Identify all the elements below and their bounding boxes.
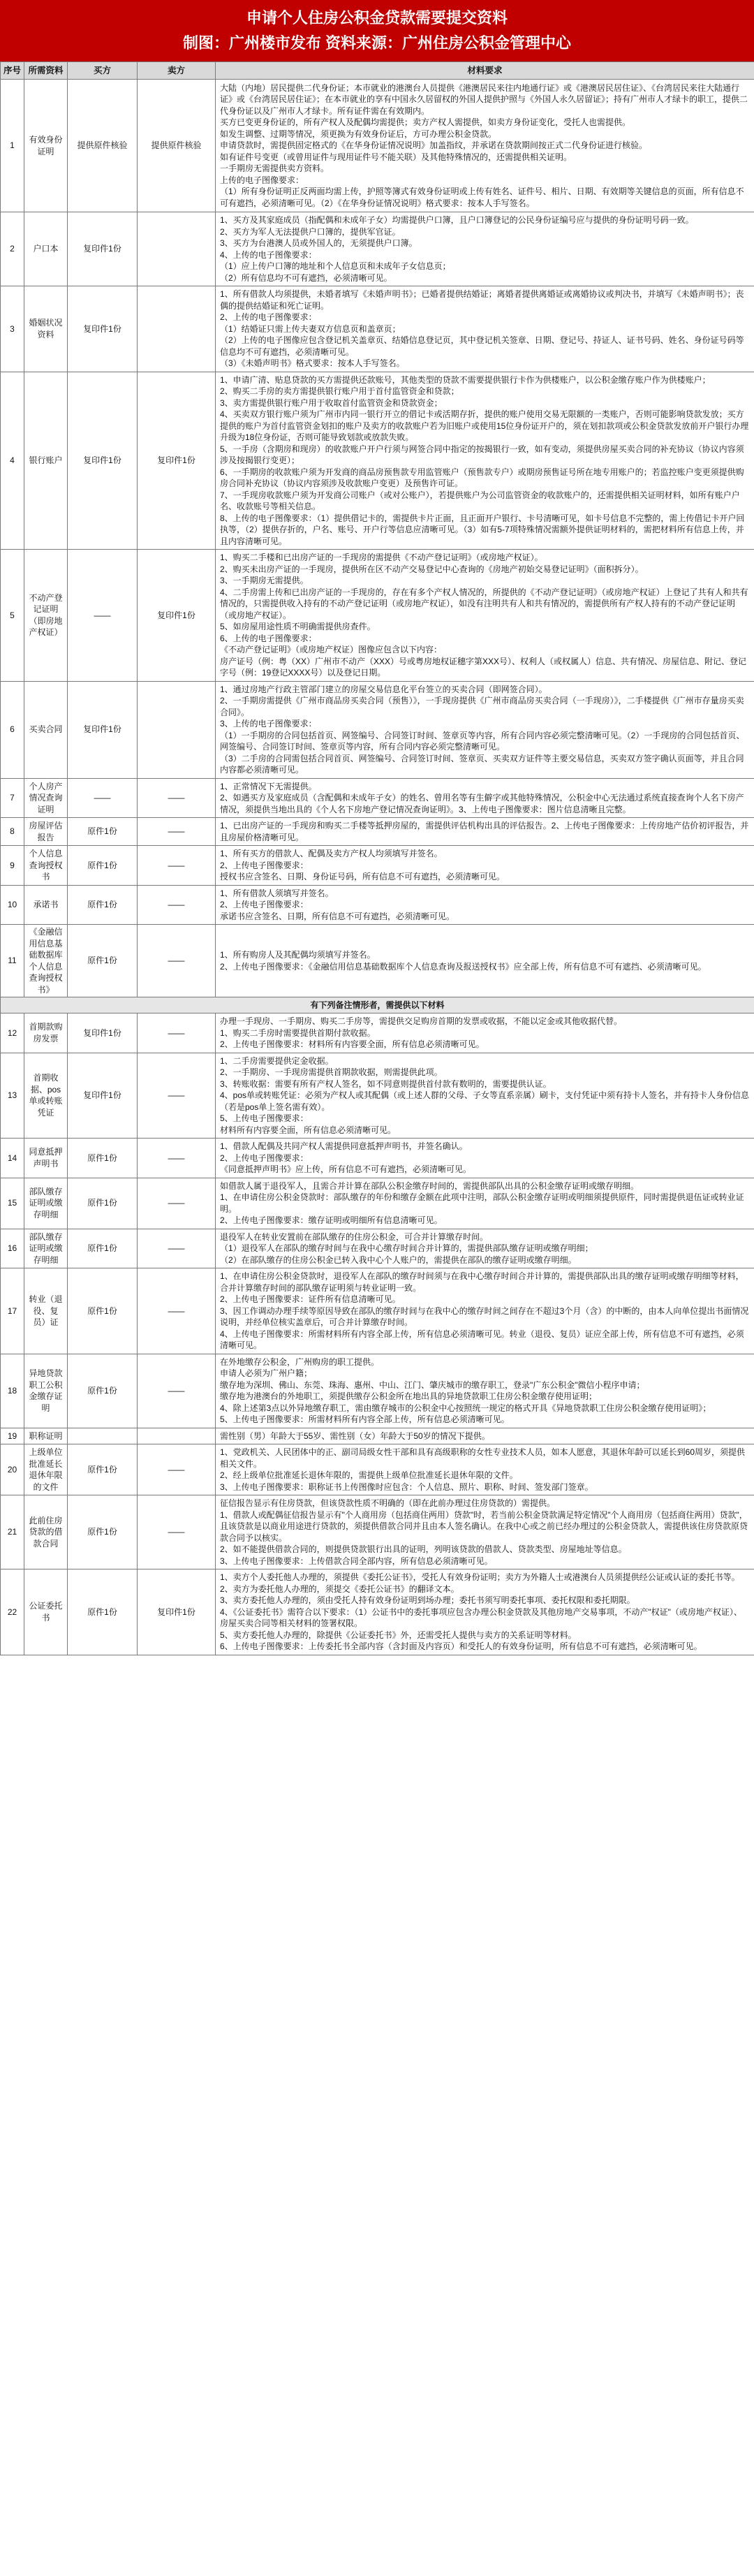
table-row (1, 286, 754, 372)
requirement-line: 大陆（内地）居民提供二代身份证；本市就业的港澳台人员提供《港澳居民来往内地通行证》或《港澳居民居住证》、《台湾居民来往大陆通行证》或《台湾居民居住证》；在本市就业的享有中国永久居留权的外国人提供护照与《外国人永久居留证》；持有广州市人才绿卡的职工，提供二代身份证以及广州市人才绿卡。所有证件需在有效期内。 (220, 82, 748, 116)
row-number: 13 (1, 1053, 24, 1139)
table-row (1, 1495, 754, 1569)
material-name: 部队缴存证明或缴存明细 (24, 1178, 68, 1229)
requirement-line: 缴存地为深圳、佛山、东莞、珠海、惠州、中山、江门、肇庆城市的缴存职工，登录"广东公积金"微信小程序申请； (220, 1380, 645, 1390)
requirement-line: 2、上传电子图像要求： (220, 860, 309, 870)
buyer-requirement: 原件1份 (68, 846, 138, 886)
table-row (1, 1268, 754, 1354)
material-name: 上级单位批准延长退休年限的文件 (24, 1444, 68, 1495)
buyer-requirement: 原件1份 (68, 818, 138, 846)
material-requirements (216, 885, 754, 925)
buyer-requirement: 原件1份 (68, 1178, 138, 1229)
requirement-line: 6、上传电子图像要求：上传委托书全部内容（含封面及内容页）和受托人的有效身份证明，所有信息不可有遮挡，必须清晰可见。 (220, 1641, 702, 1651)
requirement-line: （3）《未婚声明书》格式要求：按本人手写签名。 (220, 358, 405, 368)
seller-requirement: —— (138, 846, 216, 886)
material-requirements (216, 1354, 754, 1428)
table-row (1, 1354, 754, 1428)
row-number: 3 (1, 286, 24, 372)
table-row (1, 372, 754, 550)
table-row (1, 1229, 754, 1268)
requirement-line: 5、上传电子图像要求：所需材料所有内容全部上传，所有信息必须清晰可见。 (220, 1414, 510, 1424)
row-number: 8 (1, 818, 24, 846)
requirement-line: （2）在部队缴存的住房公积金已转入我中心个人账户的，需提供在部队的缴存证明或缴存明细。 (220, 1254, 577, 1265)
requirement-line: 2、一手期房、一手现房需提供首期款收据，则需提供此项。 (220, 1067, 443, 1077)
row-number: 19 (1, 1428, 24, 1444)
material-name: 婚姻状况资料 (24, 286, 68, 372)
requirement-line: 如发生调整、过期等情况，须更换为有效身份证后，方可办理公积金贷款。 (220, 129, 497, 139)
requirement-line: 4、买卖双方银行账户须为广州市内同一银行开立的借记卡或活期存折，提供的账户使用交易无限额的一类账户，否则可能影响贷款发放；买方提供的账户为首付监管资金划扣的账户及卖方的收款账户若为旧账户或使用15位身份证开户的，须在划扣款项或公积金贷款发放前开户银行办理升级为18位身份证，否则可能导致划款或放款失败。 (220, 409, 749, 442)
seller-requirement: 复印件1份 (138, 550, 216, 682)
requirement-line: 需性别（男）年龄大于55岁、需性别（女）年龄大于50岁的情况下提供。 (220, 1430, 490, 1441)
row-number: 5 (1, 550, 24, 682)
row-number: 10 (1, 885, 24, 925)
requirement-line: 4、二手房需上传和已出房产证的一手现房的，存在有多个产权人情况的，所提供的《不动产登记证明》（或房地产权证）上登记了共有人和共有情况的，只需提供收入持有的不动产登记证明（或房地产权证），如没有注明共有人和共有情况的，需提供所有产权人持有的不动产登记证明（或房地产权证）。 (220, 587, 748, 620)
requirement-line: 申请人必须为广州户籍； (220, 1368, 313, 1378)
buyer-requirement: 复印件1份 (68, 212, 138, 286)
material-name: 银行账户 (24, 372, 68, 550)
section-note: 有下列备注情形者，需提供以下材料 (1, 997, 754, 1013)
requirement-line: 2、购买未出房产证的一手现房，提供所在区不动产交易登记中心查询的《房地产初始交易登记证明》（面积拆分）。 (220, 564, 644, 574)
material-name: 此前住房贷款的借款合同 (24, 1495, 68, 1569)
material-name: 首期收据、pos单或转账凭证 (24, 1053, 68, 1139)
material-requirements (216, 1229, 754, 1268)
row-number: 18 (1, 1354, 24, 1428)
buyer-requirement: 原件1份 (68, 1268, 138, 1354)
material-requirements (216, 372, 754, 550)
seller-requirement (138, 286, 216, 372)
table-row (1, 818, 754, 846)
table-row (1, 212, 754, 286)
requirement-line: 5、如房屋用途性质不明确需提供房查件。 (220, 622, 376, 631)
requirement-line: 8、上传的电子图像要求：（1）提供借记卡的，需提供卡片正面，且正面开户银行、卡号清晰可见，如卡号信息不完整的，需上传借记卡开户回执等，（2）提供存折的，户名、账号、开户行等信息应清晰可见。（3）如有5-7项特殊情况需额外提供证明材料的，需把材料所有信息上传，并且内容清晰可见。 (220, 513, 745, 546)
seller-requirement: —— (138, 778, 216, 818)
table-row (1, 80, 754, 212)
buyer-requirement: 复印件1份 (68, 681, 138, 778)
seller-requirement: —— (138, 925, 216, 997)
material-requirements (216, 1444, 754, 1495)
material-name: 职称证明 (24, 1428, 68, 1444)
requirement-line: （3）二手房的合同需包括合同首页、网签编号、合同签订时间、签章页、买卖双方证件等主要交易信息，买卖双方签字确认页面等，并且合同内容都必须清晰可见。 (220, 753, 744, 775)
page-subtitle: 制图：广州楼市发布 资料来源：广州住房公积金管理中心 (182, 34, 572, 52)
requirement-line: 2、卖方为委托他人办理的，须提交《委托公证书》的翻译文本。 (220, 1583, 459, 1594)
material-requirements (216, 846, 754, 886)
buyer-requirement: 复印件1份 (68, 372, 138, 550)
buyer-requirement: 原件1份 (68, 1229, 138, 1268)
material-name: 有效身份证明 (24, 80, 68, 212)
requirement-line: （2）所有信息均不可有遮挡，必须清晰可见。 (220, 272, 392, 283)
requirement-line: 办理一手现房、一手期房、购买二手房等，需提供交足购房首期的发票或收据，不能以定金或其他收据代替。 (220, 1016, 623, 1026)
requirement-line: 3、上传电子图像要求：职称证书上传图像时应包含：个人信息、照片、职称、时间、签发部门签章。 (220, 1481, 593, 1492)
seller-requirement: —— (138, 1268, 216, 1354)
requirement-line: 2、上传电子图像要求：缴存证明或明细所有信息清晰可见。 (220, 1215, 443, 1225)
requirement-line: 1、申请广清、贴息贷款的买方需提供还款账号，其他类型的贷款不需要提供银行卡作为供楼账户，以公积金缴存账户作为供楼账户； (220, 374, 711, 385)
material-name: 个人信息查询授权书 (24, 846, 68, 886)
material-requirements (216, 925, 754, 997)
buyer-requirement (68, 1428, 138, 1444)
requirement-line: 3、上传电子图像要求：上传借款合同全部内容，所有信息必须清晰可见。 (220, 1556, 493, 1566)
col-header-requirements: 材料要求 (216, 62, 754, 80)
requirement-line: 1、正常情况下无需提供。 (220, 781, 317, 791)
requirement-line: 征信报告显示有住房贷款，但该贷款性质不明确的（即在此前办理过住房贷款的）需提供。 (220, 1498, 556, 1508)
requirement-line: 4、pos单或转账凭证：必须为产权人或其配偶（或上述人群的父母、子女等直系亲属）刷卡，支付凭证中须有持卡人签名，并有持卡人身份信息（若是pos单上签名需有效）。 (220, 1090, 750, 1112)
requirement-line: 3、转账收据：需要有所有产权人签名，如不同意则提供首付款有数明的，需要提供认证。 (220, 1078, 552, 1089)
requirement-line: 2、如不能提供借款合同的，则提供贷款银行出具的证明，列明该贷款的借款人、贷款类型、房屋地址等信息。 (220, 1544, 627, 1554)
requirement-line: （1）一手期房的合同包括首页、网签编号、合同签订时间、签章页等内容，所有合同内容必须完整清晰可见。（2）一手现房的合同包括首页、网签编号、合同签订时间、签章页等内容，所有合同内容必须完整清晰可见。 (220, 730, 745, 752)
requirement-line: 1、在申请住房公积金贷款时：部队缴存的年份和缴存金额在此项中注明，部队公积金缴存证明或明细须提供原件，同时需提供退伍证或转业证明。 (220, 1192, 744, 1214)
requirement-line: 缴存地为港澳台的外地职工，须提供缴存公积金所在地出具的异地贷款职工住房公积金缴存使用证明； (220, 1391, 598, 1401)
requirement-line: 2、上传电子图像要求：证件所有信息清晰可见。 (220, 1294, 401, 1304)
material-requirements (216, 1053, 754, 1139)
seller-requirement: —— (138, 1354, 216, 1428)
seller-requirement: 复印件1份 (138, 372, 216, 550)
row-number: 7 (1, 778, 24, 818)
buyer-requirement: 原件1份 (68, 1139, 138, 1178)
requirement-line: 2、上传电子图像要求： (220, 1152, 309, 1163)
buyer-requirement: 复印件1份 (68, 286, 138, 372)
section-note-row (1, 997, 754, 1013)
requirement-line: 3、卖方委托他人办理的，须由受托人持有效身份证明到场办理；委托书须写明委托事项、委托权限和委托期限。 (220, 1595, 635, 1605)
requirement-line: 1、所有购房人及其配偶均须填写并签名。 (220, 950, 376, 960)
material-requirements (216, 286, 754, 372)
requirement-line: 上传的电子图像要求： (220, 175, 304, 185)
buyer-requirement: 提供原件核验 (68, 80, 138, 212)
requirement-line: 1、买方及其家庭成员（指配偶和未成年子女）均需提供户口簿，且户口簿登记的公民身份证编号应与提供的身份证明号码一致。 (220, 215, 694, 225)
row-number: 21 (1, 1495, 24, 1569)
table-row (1, 681, 754, 778)
row-number: 4 (1, 372, 24, 550)
requirement-line: 5、一手房（含期房和现房）的收款账户开户行须与网签合同中指定的按揭银行一致，如有变动，须提供房屋买卖合同的补充协议（协议内容须涉及按揭银行变更）； (220, 444, 744, 465)
requirement-line: 2、经上级单位批准延长退休年限的，需提供上级单位批准延长退休年限的文件。 (220, 1470, 518, 1480)
material-requirements (216, 1013, 754, 1053)
material-requirements (216, 681, 754, 778)
material-requirements (216, 778, 754, 818)
requirement-line: 4、除上述第3点以外异地缴存职工，需由缴存城市的公积金中心按照统一规定的格式开具《异地贷款职工住房公积金缴存使用证明》； (220, 1403, 711, 1413)
table-body (1, 80, 754, 1655)
requirement-line: 1、二手房需要提供定金收据。 (220, 1055, 334, 1066)
table-row (1, 1444, 754, 1495)
seller-requirement: —— (138, 1139, 216, 1178)
requirement-line: （1）应上传户口簿的地址和个人信息页和未成年子女信息页； (220, 261, 451, 271)
table-row (1, 1178, 754, 1229)
material-name: 买卖合同 (24, 681, 68, 778)
requirement-line: 1、购买二手楼和已出房产证的一手现房的需提供《不动产登记证明》（或房地产权证）。 (220, 552, 543, 562)
col-header-material: 所需资料 (24, 62, 68, 80)
requirement-line: 7、一手现房收款账户须为开发商公司账户（或对公账户），若提供账户为公司监管资金的收款账户的，还需提供相关证明材料，如所有账户户名、收款账号等相关信息。 (220, 490, 740, 511)
material-requirements (216, 818, 754, 846)
material-name: 个人房产情况查询证明 (24, 778, 68, 818)
buyer-requirement: 复印件1份 (68, 1013, 138, 1053)
requirements-table (0, 61, 754, 1655)
material-name: 异地贷款职工公积金缴存证明 (24, 1354, 68, 1428)
table-row (1, 846, 754, 886)
requirement-line: 5、卖方委托他人办理的，除提供《公证委托书》外，还需受托人提供与卖方的关系证明等材料。 (220, 1630, 577, 1640)
requirement-line: （1）所有身份证明正反两面均需上传，护照等簿式有效身份证明或上传有姓名、证件号、相片、日期、有效期等关键信息的页面，所有信息不可有遮挡，必须清晰可见。（2）《在华身份证情况说明》格式要求：按本人手写签名。 (220, 186, 744, 208)
material-name: 房屋评估报告 (24, 818, 68, 846)
row-number: 20 (1, 1444, 24, 1495)
requirement-line: 申请贷款时，需提供固定格式的《在华身份证情况说明》加盖指纹，并承诺在贷款期间按正式二代身份证进行核验。 (220, 140, 648, 151)
requirement-line: 4、上传的电子图像要求： (220, 249, 317, 260)
seller-requirement: —— (138, 1053, 216, 1139)
requirement-line: 3、买方为台港澳人员或外国人的，无须提供户口簿。 (220, 238, 417, 248)
table-row (1, 778, 754, 818)
material-name: 部队缴存证明或缴存明细 (24, 1229, 68, 1268)
seller-requirement: —— (138, 1178, 216, 1229)
page-title: 申请个人住房公积金贷款需要提交资料 (246, 9, 508, 27)
requirement-line: 房产证号（例：粤（XX）广州市不动产（XXX）号或粤房地权证穗字第XXX号）、权利人（或权属人）信息、共有情况、房屋信息、附记、登记字号（例：19登记XXXX号）以及登记日期。 (220, 656, 747, 678)
seller-requirement: —— (138, 885, 216, 925)
buyer-requirement: —— (68, 550, 138, 682)
requirement-line: 1、卖方个人委托他人办理的，须提供《委托公证书》，受托人有效身份证明；卖方为外籍人士或港澳台人员须提供经公证或认证的委托书等。 (220, 1572, 740, 1582)
requirement-line: 1、在申请住房公积金贷款时，退役军人在部队的缴存时间须与在我中心缴存时间合并计算的，需提供部队出具的缴存证明或缴存明细等材料，合并计算缴存时间的部队缴存证明须与转业证明一致。 (220, 1271, 744, 1293)
requirement-line: 3、一手期房无需提供。 (220, 576, 309, 585)
seller-requirement: 提供原件核验 (138, 80, 216, 212)
requirement-line: 2、上传电子图像要求：《金融信用信息基础数据库个人信息查询及报送授权书》应全部上传，所有信息不可有遮挡、必须清晰可见。 (220, 961, 707, 972)
row-number: 1 (1, 80, 24, 212)
col-header-no: 序号 (1, 62, 24, 80)
requirement-line: 2、如遇买方及家庭成员（含配偶和未成年子女）的姓名、曾用名等有生僻字或其他特殊情况，公积金中心无法通过系统直接查询个人名下房产情况，须提供当地出具的《个人名下房地产登记情况查询证明》。3、上传电子图像要求：图片信息清晰且完整。 (220, 793, 744, 814)
requirement-line: 如有证件号变更（或曾用证件与现用证件号不能关联）及其他特殊情况的，还需提供相关证明。 (220, 152, 572, 162)
buyer-requirement: 原件1份 (68, 1444, 138, 1495)
requirement-line: 4、《公证委托书》需符合以下要求：（1）公证书中的委托事项应包含办理公积金贷款及其他房地产交易事项，不动产"权证"（或房地产权证）、房屋买卖合同等相关材料的签署权限。 (220, 1607, 742, 1628)
table-row (1, 885, 754, 925)
row-number: 15 (1, 1178, 24, 1229)
material-requirements (216, 1139, 754, 1178)
row-number: 9 (1, 846, 24, 886)
buyer-requirement: —— (68, 778, 138, 818)
material-requirements (216, 1178, 754, 1229)
requirement-line: 5、上传电子图像要求： (220, 1113, 309, 1123)
row-number: 17 (1, 1268, 24, 1354)
requirement-line: 6、上传的电子图像要求： (220, 633, 317, 643)
requirement-line: 2、上传的电子图像要求： (220, 312, 317, 322)
table-row (1, 1428, 754, 1444)
requirement-line: 1、所有借款人须填写并签名。 (220, 888, 334, 898)
row-number: 22 (1, 1569, 24, 1655)
material-requirements (216, 80, 754, 212)
seller-requirement (138, 1428, 216, 1444)
buyer-requirement: 原件1份 (68, 1569, 138, 1655)
table-row (1, 1569, 754, 1655)
buyer-requirement: 复印件1份 (68, 1053, 138, 1139)
row-number: 11 (1, 925, 24, 997)
table-row (1, 925, 754, 997)
requirement-line: 《同意抵押声明书》应上传，所有信息不可有遮挡，必须清晰可见。 (220, 1164, 472, 1174)
table-header-row (1, 62, 754, 80)
material-requirements (216, 1428, 754, 1444)
requirement-line: 1、所有买方的借款人、配偶及卖方产权人均须填写并签名。 (220, 849, 443, 858)
material-requirements (216, 212, 754, 286)
requirement-line: 1、所有借款人均须提供，未婚者填写《未婚声明书》；已婚者提供结婚证；离婚者提供离婚证或离婚协议或判决书，并填写《未婚声明书》；丧偶的提供结婚证和死亡证明。 (220, 289, 744, 311)
requirement-line: 1、党政机关、人民团体中的正、副司局级女性干部和具有高级职称的女性专业技术人员，如本人愿意，其退休年龄可以延长到60周岁，须提供相关文件。 (220, 1447, 746, 1469)
requirement-line: 授权书应含签名、日期、身份证号码，所有信息不可有遮挡，必须清晰可见。 (220, 872, 505, 881)
requirement-line: 1、通过房地产行政主管部门建立的房屋交易信息化平台签立的买卖合同（即网签合同）。 (220, 684, 547, 694)
requirement-line: 2、购买二手房的卖方需提供银行账户用于首付监管资金和贷款； (220, 386, 459, 396)
material-requirements (216, 1268, 754, 1354)
table-row (1, 1139, 754, 1178)
requirement-line: 6、一手期房的收款账户须为开发商的商品房预售款专用监管账户（预售款专户）或期房预售证号所在地专用账户的；若监控账户变更须提供购房合同补充协议（协议内容须涉及收款账户变更）及预售许可证。 (220, 467, 744, 488)
seller-requirement (138, 212, 216, 286)
seller-requirement: —— (138, 1444, 216, 1495)
seller-requirement: —— (138, 1229, 216, 1268)
seller-requirement: —— (138, 818, 216, 846)
material-name: 转业（退役、复员）证 (24, 1268, 68, 1354)
requirement-line: 2、上传电子图像要求： (220, 900, 309, 909)
requirement-line: 3、因工作调动办理手续等原因导致在部队的缴存时间与在我中心的缴存时间之间存在不超过3个月（含）的中断的，由本人向单位提出书面情况说明，并经单位核实盖章后，可合并计算缴存时间。 (220, 1305, 749, 1327)
requirement-line: 《不动产登记证明》（或房地产权证）图像应包含以下内容： (220, 645, 443, 654)
requirement-line: 3、卖方需提供银行账户用于收取首付监管资金和贷款资金； (220, 397, 443, 408)
requirement-line: 1、购买二手房时需要提供首期付款收据。 (220, 1027, 376, 1038)
requirement-line: 在外地缴存公积金，广州购房的职工提供。 (220, 1356, 380, 1367)
material-name: 承诺书 (24, 885, 68, 925)
requirement-line: 1、已出房产证的一手现房和购买二手楼等抵押房屋的，需提供评估机构出具的评估报告。2、上传电子图像要求：上传房地产估价初评报告，并且房屋价格清晰可见。 (220, 821, 749, 842)
row-number: 16 (1, 1229, 24, 1268)
requirement-line: 2、一手期房需提供《广州市商品房买卖合同（预售）》，一手现房提供《广州市商品房买卖合同（一手现房）》，二手楼提供《广州市存量房买卖合同》。 (220, 696, 744, 717)
material-requirements (216, 550, 754, 682)
row-number: 14 (1, 1139, 24, 1178)
requirement-line: 一手期房无需提供卖方资料。 (220, 163, 330, 174)
requirement-line: 1、借款人或配偶征信报告显示有"个人商用房（包括商住两用）贷款"时，若当前公积金贷款满足特定情况"个人商用房（包括商住两用）贷款"，且该贷款是以商业用途进行贷款的，须提供借款合同并且由本人签名确认。在我中心或之前已经办理过的公积金贷款人，需提供该住房贷款原贷款合同予以核实。 (220, 1509, 748, 1543)
requirement-line: 买方已变更身份证的，所有产权人及配偶均需提供；卖方产权人需提供，如卖方身份证变化，受托人也需提供。 (220, 117, 631, 128)
requirement-line: 3、上传的电子图像要求： (220, 719, 317, 729)
seller-requirement (138, 681, 216, 778)
requirement-line: 1、借款人配偶及共同产权人需提供同意抵押声明书，并签名确认。 (220, 1141, 468, 1151)
row-number: 12 (1, 1013, 24, 1053)
material-name: 同意抵押声明书 (24, 1139, 68, 1178)
row-number: 6 (1, 681, 24, 778)
material-name: 首期款购房发票 (24, 1013, 68, 1053)
buyer-requirement: 原件1份 (68, 885, 138, 925)
requirement-line: （1）结婚证只需上传夫妻双方信息页和盖章页； (220, 323, 401, 334)
table-row (1, 1013, 754, 1053)
seller-requirement: —— (138, 1013, 216, 1053)
requirement-line: 2、上传电子图像要求：材料所有内容要全面，所有信息必须清晰可见。 (220, 1039, 485, 1049)
buyer-requirement: 原件1份 (68, 1354, 138, 1428)
material-name: 户口本 (24, 212, 68, 286)
material-requirements (216, 1495, 754, 1569)
requirement-line: 如借款人属于退役军人，且需合并计算在部队公积金缴存时间的，需提供部队出具的公积金缴存证明或缴存明细。 (220, 1180, 640, 1191)
col-header-buyer: 买方 (68, 62, 138, 80)
col-header-seller: 卖方 (138, 62, 216, 80)
seller-requirement: 复印件1份 (138, 1569, 216, 1655)
material-name: 公证委托书 (24, 1569, 68, 1655)
material-name: 不动产登记证明（即房地产权证） (24, 550, 68, 682)
requirement-line: 退役军人在转业安置前在部队缴存的住房公积金，可合并计算缴存时间。 (220, 1231, 489, 1242)
requirement-line: （2）上传的电子图像应包含登记机关盖章页、结婚信息登记页，其中登记机关签章、日期、登记号、持证人、证书号码、姓名、身份证号码等信息均不可有遮挡，必须清晰可见。 (220, 335, 744, 357)
page-header (0, 0, 754, 61)
requirement-line: 4、上传电子图像要求：所需材料所有内容全部上传，所有信息必须清晰可见。转业（退役、复员）证应全部上传，所有信息不可有遮挡，必须清晰可见。 (220, 1329, 744, 1350)
requirement-line: 承诺书应含签名、日期，所有信息不可有遮挡，必须清晰可见。 (220, 911, 455, 921)
row-number: 2 (1, 212, 24, 286)
table-row (1, 1053, 754, 1139)
table-row (1, 550, 754, 682)
requirement-line: （1）退役军人在部队的缴存时间与在我中心缴存时间合并计算的，需提供部队缴存证明或缴存明细； (220, 1243, 593, 1253)
buyer-requirement: 原件1份 (68, 925, 138, 997)
requirement-line: 2、买方为军人无法提供户口簿的，提供军官证。 (220, 226, 401, 237)
requirement-line: 材料所有内容要全面，所有信息必须清晰可见。 (220, 1125, 397, 1135)
material-name: 《金融信用信息基础数据库个人信息查询授权书》 (24, 925, 68, 997)
seller-requirement: —— (138, 1495, 216, 1569)
buyer-requirement: 原件1份 (68, 1495, 138, 1569)
material-requirements (216, 1569, 754, 1655)
